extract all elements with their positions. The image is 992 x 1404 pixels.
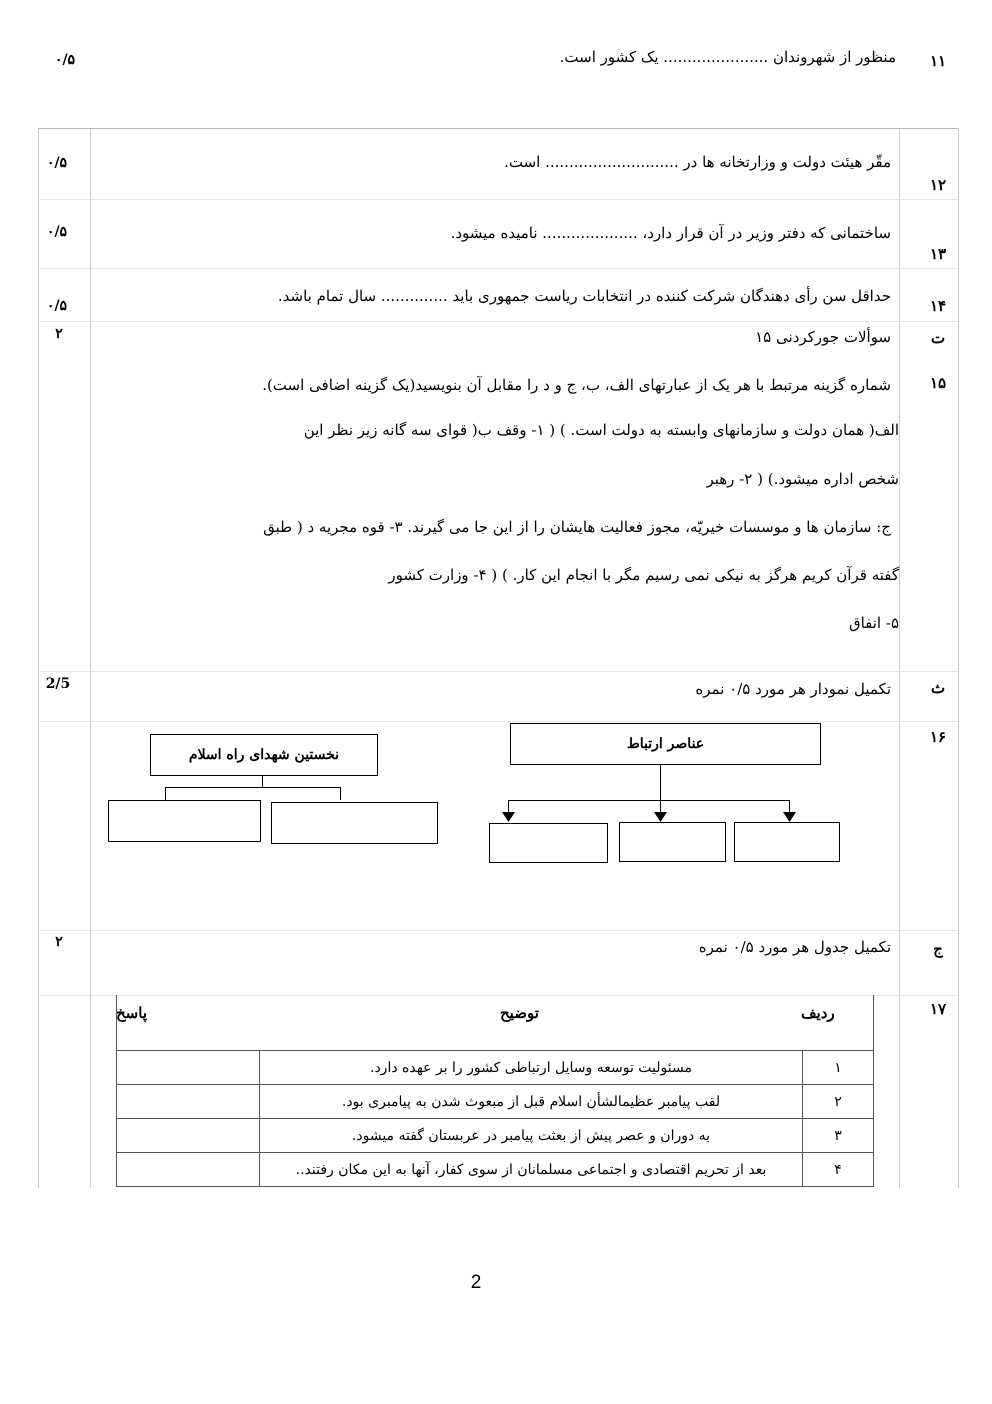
diagram-communication-title-box — [510, 723, 821, 765]
page-number: 2 — [470, 1272, 482, 1293]
score-section-t: ۲ — [55, 326, 63, 342]
row-divider — [38, 268, 958, 269]
diagram-martyrs-answer-box[interactable] — [271, 802, 438, 844]
table-row — [117, 1119, 874, 1153]
answer-cell[interactable] — [117, 1119, 260, 1153]
diagram-communication-answer-box[interactable] — [489, 823, 608, 863]
row-divider — [38, 671, 958, 672]
answer-cell[interactable] — [117, 1153, 260, 1187]
table-row — [117, 1085, 874, 1119]
diagram-communication-answer-box[interactable] — [734, 822, 840, 862]
score-12: ۰/۵ — [46, 155, 68, 171]
row-number-cell: ۳ — [803, 1119, 874, 1153]
score-14: ۰/۵ — [46, 298, 68, 314]
question-12-text: مقّر هیئت دولت و وزارتخانه ها در ............................ است. — [504, 153, 891, 171]
arrow-down-icon — [654, 812, 667, 822]
q17-header-answer: پاسخ — [116, 1004, 147, 1022]
connector-line — [165, 787, 341, 788]
section-letter-t: ت — [930, 329, 946, 347]
table-border-number — [899, 128, 900, 1188]
diagram-martyrs-title-box — [150, 734, 378, 776]
arrow-down-icon — [783, 812, 796, 822]
connector-line — [660, 765, 661, 801]
diagram-martyrs-title: نخستین شهدای راه اسلام — [188, 747, 340, 763]
connector-line — [340, 787, 341, 800]
answer-cell[interactable] — [117, 1085, 260, 1119]
question-number-15: ۱۵ — [929, 374, 947, 392]
table-row — [117, 1051, 874, 1085]
score-13: ۰/۵ — [46, 224, 68, 240]
section-th-title: تکمیل نمودار هر مورد ۰/۵ نمره — [695, 680, 891, 698]
row-number-cell: ۴ — [803, 1153, 874, 1187]
section-letter-j: ج — [933, 940, 943, 958]
q17-header-border — [873, 995, 874, 1051]
question-number-14: ۱۴ — [929, 297, 947, 315]
diagram-martyrs-answer-box[interactable] — [108, 800, 261, 842]
question-number-12: ۱۲ — [929, 176, 947, 194]
desc-cell: به دوران و عصر پیش از بعثت پیامبر در عربستان گفته میشود. — [260, 1119, 803, 1153]
table-row — [117, 1153, 874, 1187]
table-top-border — [38, 128, 958, 129]
row-number-cell: ۲ — [803, 1085, 874, 1119]
table-border-left — [38, 128, 39, 1188]
question-15-line5: ۵- انفاق — [848, 614, 899, 632]
section-j-title: تکمیل جدول هر مورد ۰/۵ نمره — [698, 938, 891, 956]
q17-header-row: ردیف — [801, 1004, 835, 1022]
score-section-th: 2/5 — [45, 676, 71, 692]
question-15-instruction: شماره گزینه مرتبط با هر یک از عبارتهای الف، ب، ج و د را مقابل آن بنویسید(یک گزینه اضافی است). — [262, 376, 891, 394]
arrow-down-icon — [502, 812, 515, 822]
diagram-communication-title: عناصر ارتباط — [626, 736, 705, 752]
desc-cell: بعد از تحریم اقتصادی و اجتماعی مسلمانان از سوی کفار، آنها به این مکان رفتند.. — [260, 1153, 803, 1187]
desc-cell: مسئولیت توسعه وسایل ارتباطی کشور را بر عهده دارد. — [260, 1051, 803, 1085]
section-letter-th: ث — [930, 679, 946, 697]
row-number-cell: ۱ — [803, 1051, 874, 1085]
table-border-score — [90, 128, 91, 1188]
score-section-j: ۲ — [55, 934, 63, 950]
question-number-16: ۱۶ — [929, 728, 947, 746]
question-number-11: ۱۱ — [929, 52, 947, 70]
q17-table — [116, 1050, 874, 1187]
row-divider — [38, 721, 958, 722]
row-divider — [38, 321, 958, 322]
question-13-text: ساختمانی که دفتر وزیر در آن قرار دارد، .................... نامیده میشود. — [450, 224, 891, 242]
q17-header-desc: توضیح — [500, 1004, 539, 1022]
question-15-line4: گفته قرآن کریم هرگز به نیکی نمی رسیم مگر با انجام این کار. ) ( ۴- وزارت کشور — [388, 566, 899, 584]
diagram-communication-answer-box[interactable] — [619, 822, 726, 862]
row-divider — [38, 930, 958, 931]
question-11-text: منظور از شهروندان ...................... یک کشور است. — [559, 48, 896, 66]
section-t-title: سوألات جورکردنی ۱۵ — [755, 328, 891, 346]
question-number-17: ۱۷ — [929, 1000, 947, 1018]
answer-cell[interactable] — [117, 1051, 260, 1085]
row-divider — [38, 995, 958, 996]
question-number-13: ۱۳ — [929, 245, 947, 263]
question-15-line1: الف( همان دولت و سازمانهای وابسته به دولت است. ) ( ۱- وقف ب( قوای سه گانه زیر نظر این — [303, 421, 899, 439]
question-15-line3: ج: سازمان ها و موسسات خیریّه، مجوز فعالیت هایشان را از این جا می گیرند. ۳- قوه مجریه د ( طبق — [263, 518, 891, 536]
score-11: ۰/۵ — [54, 52, 76, 68]
table-border-right — [958, 128, 959, 1188]
connector-line — [165, 787, 166, 800]
question-14-text: حداقل سن رأی دهندگان شرکت کننده در انتخابات ریاست جمهوری باید .............. سال تمام باشد. — [277, 287, 891, 305]
connector-line — [508, 800, 790, 801]
row-divider — [38, 199, 958, 200]
question-15-line2: شخص اداره میشود.) ( ۲- رهبر — [706, 470, 899, 488]
desc-cell: لقب پیامبر عظیمالشأن اسلام قبل از مبعوث شدن به پیامبری بود. — [260, 1085, 803, 1119]
